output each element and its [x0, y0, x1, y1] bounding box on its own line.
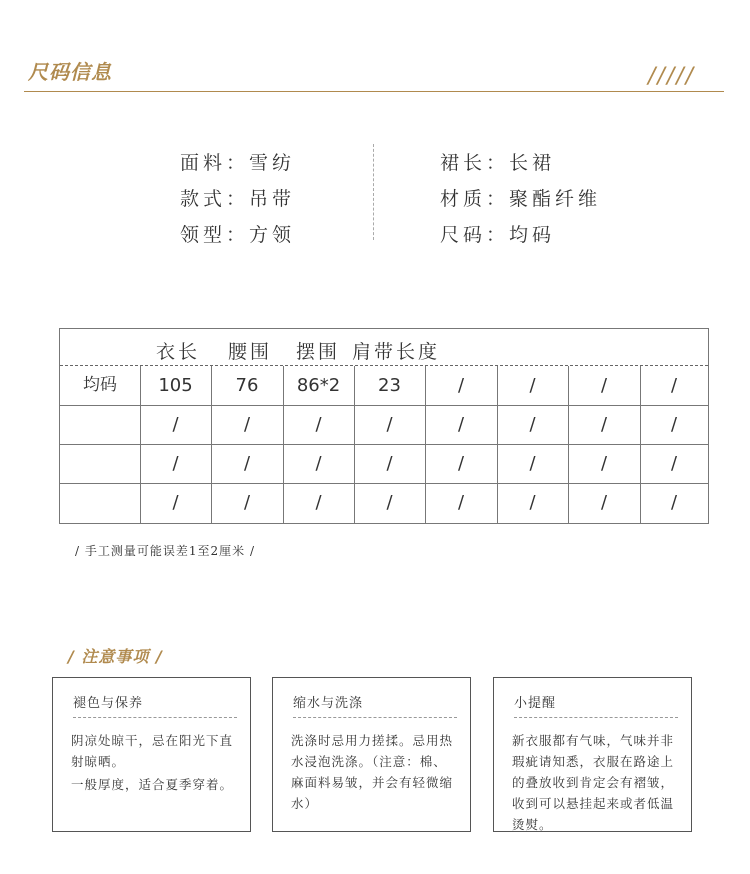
spec-value: 聚酯纤维 [509, 188, 602, 210]
table-cell: / [172, 414, 179, 435]
spec-length [440, 148, 555, 175]
header-cell: 肩带长度 [352, 341, 441, 363]
table-cell: / [600, 492, 608, 513]
spec-size [440, 220, 555, 247]
table-cell: / [457, 492, 465, 513]
table-cell: / [670, 492, 678, 513]
reminder-card [493, 677, 692, 832]
spec-value: 吊带 [249, 188, 296, 210]
row-label-cell [60, 483, 140, 523]
spec-value: 雪纺 [249, 152, 296, 174]
table-cell: / [386, 414, 393, 435]
table-cell: / [386, 453, 393, 474]
table-cell: / [529, 375, 536, 396]
table-cell: 76 [235, 375, 259, 396]
spec-divider [373, 144, 374, 240]
card-body [512, 730, 680, 835]
spec-label: 裙长： [440, 152, 510, 174]
spec-label: 材质： [440, 188, 510, 210]
table-cell: / [600, 414, 608, 435]
card-divider [73, 717, 237, 718]
table-cell: 23 [378, 375, 401, 396]
spec-value: 长裙 [509, 152, 556, 174]
table-cell: 105 [158, 375, 193, 396]
card-text: 一般厚度，适合夏季穿着。 [71, 777, 234, 792]
table-cell: / [457, 453, 465, 474]
row-label-cell [60, 405, 140, 444]
table-header [60, 329, 708, 366]
spec-material [440, 184, 601, 211]
card-title: 褪色与保养 [73, 696, 144, 711]
wash-card [272, 677, 471, 832]
table-cell: / [529, 492, 536, 513]
table-cell: / [243, 492, 251, 513]
spec-label: 尺码： [440, 224, 510, 246]
size-table [59, 328, 709, 524]
table-cell: / [670, 414, 678, 435]
table-cell: / [529, 414, 536, 435]
spec-label: 款式： [180, 188, 250, 210]
header-divider [24, 91, 724, 92]
table-cell: / [243, 414, 251, 435]
section-title: 尺码信息 [28, 60, 112, 84]
notice-title: / 注意事项 / [68, 647, 163, 666]
table-cell: / [243, 453, 251, 474]
decor-slashes: ///// [648, 64, 696, 89]
row-label-cell [60, 444, 140, 483]
card-divider [293, 717, 457, 718]
card-title: 小提醒 [514, 696, 557, 711]
table-cell: / [315, 453, 322, 474]
table-cell: / [670, 375, 678, 396]
care-card [52, 677, 251, 832]
table-cell: / [600, 453, 608, 474]
card-divider [514, 717, 678, 718]
table-cell: / [457, 414, 465, 435]
card-body [291, 730, 459, 814]
measurement-note: / 手工测量可能误差1至2厘米 / [75, 544, 255, 558]
table-cell: / [457, 375, 465, 396]
spec-fabric [180, 148, 295, 175]
table-cell: / [600, 375, 608, 396]
spec-neckline [180, 220, 295, 247]
table-cell: / [172, 492, 179, 513]
table-cell: / [529, 453, 536, 474]
header-cell: 衣长 [156, 341, 201, 363]
table-cell: / [670, 453, 678, 474]
card-body [71, 730, 239, 795]
table-cell: / [386, 492, 393, 513]
card-title: 缩水与洗涤 [293, 696, 364, 711]
card-text: 洗涤时忌用力搓揉。忌用热水浸泡洗涤。（注意：棉、麻面料易皱，并会有轻微缩水） [291, 733, 454, 811]
spec-value: 均码 [509, 224, 556, 246]
spec-label: 面料： [180, 152, 250, 174]
header-cell: 腰围 [228, 341, 273, 363]
table-cell: / [315, 414, 322, 435]
spec-style [180, 184, 295, 211]
table-cell: 86*2 [296, 375, 341, 396]
header-cell: 摆围 [296, 341, 341, 363]
row-label-cell: 均码 [83, 375, 117, 395]
card-text: 新衣服都有气味，气味并非瑕疵请知悉，衣服在路途上的叠放收到肯定会有褶皱，收到可以悬挂起来或者低温烫熨。 [512, 733, 675, 832]
table-cell: / [315, 492, 322, 513]
spec-label: 领型： [180, 224, 250, 246]
spec-value: 方领 [249, 224, 296, 246]
card-text: 阴凉处晾干，忌在阳光下直射晾晒。 [71, 733, 234, 769]
table-cell: / [172, 453, 179, 474]
